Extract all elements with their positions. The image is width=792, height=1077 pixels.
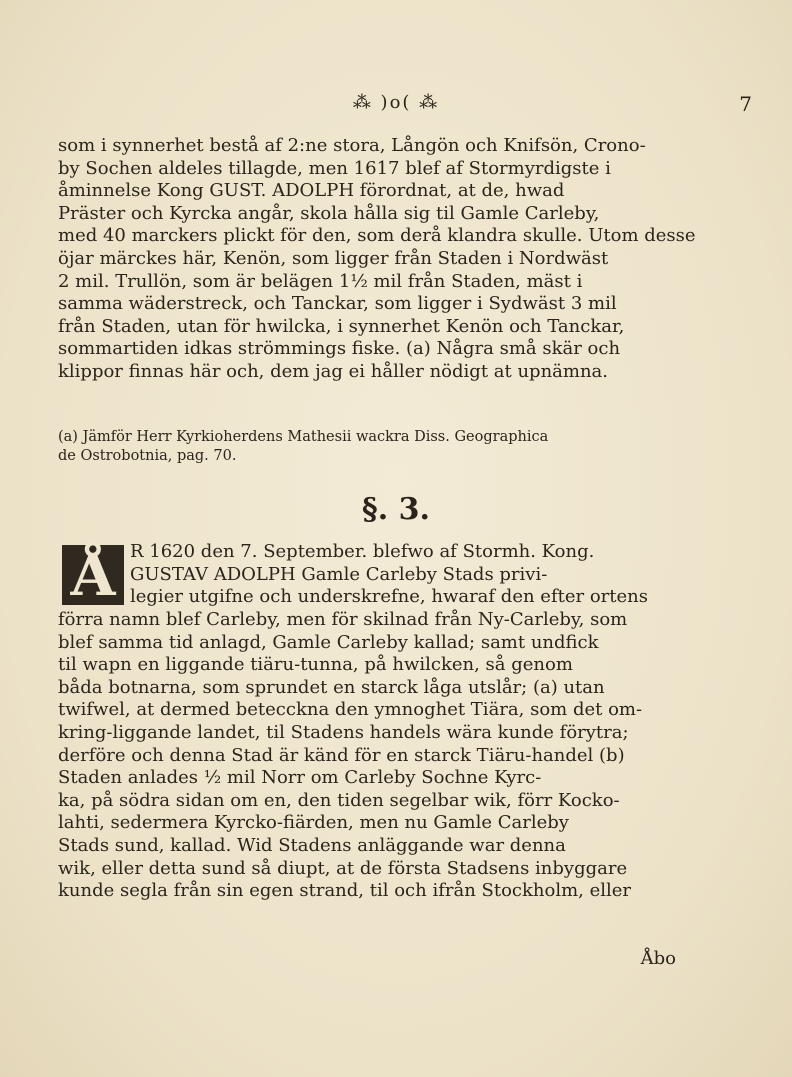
- text-line: twifwel, at dermed betecckna den ymnoghet Tiära, som det om-: [58, 699, 643, 721]
- text-line: legier utgifne och underskrefne, hwaraf den efter ortens: [130, 586, 648, 608]
- text-line: båda botnarna, som sprundet en starck låga utslår; (a) utan: [58, 676, 605, 698]
- page-header-ornament: ⁂ )o( ⁂: [352, 92, 440, 113]
- text-line: med 40 marckers plickt för den, som derå klandra skulle. Utom desse: [58, 225, 696, 247]
- text-line: til wapn en liggande tiäru-tunna, på hwilcken, så genom: [58, 654, 573, 676]
- section-heading: §. 3.: [362, 492, 430, 527]
- body-text-beside-initial: [130, 541, 678, 609]
- text-line: samma wäderstreck, och Tanckar, som ligger i Sydwäst 3 mil: [58, 293, 617, 315]
- text-line: åminnelse Kong GUST. ADOLPH förordnat, at de, hwad: [58, 180, 565, 202]
- text-line: Staden anlades ½ mil Norr om Carleby Sochne Kyrc-: [58, 767, 542, 789]
- text-line: förra namn blef Carleby, men för skilnad från Ny-Carleby, som: [58, 609, 628, 630]
- text-line: Präster och Kyrcka angår, skola hålla sig til Gamle Carleby,: [58, 202, 600, 224]
- decorated-initial: Å: [62, 545, 124, 605]
- catchword: Åbo: [640, 948, 676, 969]
- text-line: som i synnerhet bestå af 2:ne stora, Långön och Knifsön, Crono-: [58, 135, 646, 156]
- text-line: ka, på södra sidan om en, den tiden segelbar wik, förr Kocko-: [58, 789, 620, 811]
- text-line: by Sochen aldeles tillagde, men 1617 blef af Stormyrdigste i: [58, 157, 611, 179]
- footnote-line: de Ostrobotnia, pag. 70.: [58, 448, 237, 464]
- text-line: från Staden, utan för hwilcka, i synnerhet Kenön och Tanckar,: [58, 315, 625, 337]
- text-line: sommartiden idkas strömmings fiske. (a) Några små skär och: [58, 338, 621, 360]
- text-line: Stads sund, kallad. Wid Stadens anläggande war denna: [58, 834, 566, 856]
- text-line: lahti, sedermera Kyrcko-fiärden, men nu Gamle Carleby: [58, 812, 569, 834]
- body-text-bottom: [58, 609, 678, 903]
- text-line: blef samma tid anlagd, Gamle Carleby kallad; samt undfick: [58, 631, 599, 653]
- text-line: wik, eller detta sund så diupt, at de första Stadsens inbyggare: [58, 857, 628, 879]
- footnote: [58, 428, 678, 466]
- footnote-line: (a) Jämför Herr Kyrkioherdens Mathesii wackra Diss. Geographica: [58, 429, 549, 445]
- text-line: kunde segla från sin egen strand, til och ifrån Stockholm, eller: [58, 880, 632, 902]
- text-line: GUSTAV ADOLPH Gamle Carleby Stads privi-: [130, 563, 548, 585]
- text-line: klippor finnas här och, dem jag ei håller nödigt at upnämna.: [58, 360, 609, 382]
- body-text-top: [58, 135, 696, 384]
- text-line: R 1620 den 7. September. blefwo af Stormh. Kong.: [130, 541, 595, 562]
- text-line: öjar märckes här, Kenön, som ligger från Staden i Nordwäst: [58, 247, 609, 269]
- text-line: derföre och denna Stad är känd för en starck Tiäru-handel (b): [58, 744, 625, 766]
- text-line: 2 mil. Trullön, som är belägen 1½ mil från Staden, mäst i: [58, 270, 583, 292]
- page-number: 7: [739, 92, 752, 116]
- text-line: kring-liggande landet, til Stadens handels wära kunde förytra;: [58, 721, 629, 743]
